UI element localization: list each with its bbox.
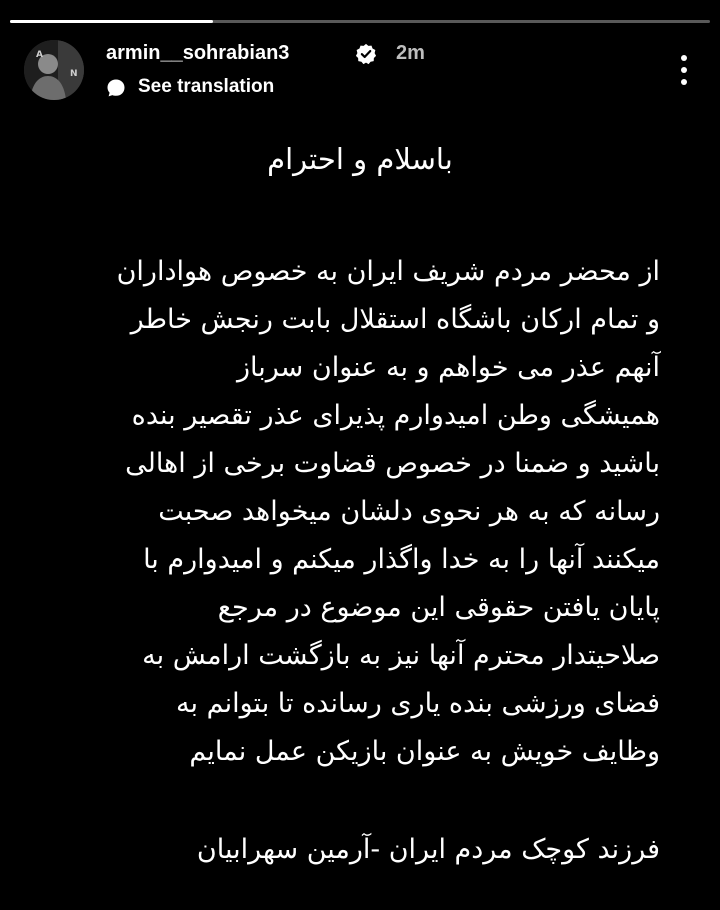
see-translation-label: See translation: [138, 76, 275, 97]
story-line: از محضر مردم شریف ایران به خصوص هواداران: [116, 256, 660, 287]
story-progress-fill: [10, 20, 213, 23]
svg-text:A: A: [36, 50, 43, 60]
story-line: وظایف خویش به عنوان بازیکن عمل نمایم: [189, 736, 660, 767]
story-line: پایان یافتن حقوقی این موضوع در مرجع: [217, 592, 660, 623]
story-line: و تمام ارکان باشگاه استقلال بابت رنجش خاطر: [130, 304, 660, 335]
signature-block: [60, 826, 660, 874]
story-body: [60, 248, 660, 776]
story-line: صلاحیتدار محترم آنها نیز به بازگشت ارامش به: [142, 640, 660, 671]
verified-badge-icon: [355, 43, 377, 65]
story-line: همیشگی وطن امیدوارم پذیرای عذر تقصیر بنده: [131, 400, 660, 431]
greeting-text: باسلام و احترام: [267, 142, 453, 176]
story-progress-bar: [10, 20, 710, 23]
speech-bubble-icon: [106, 78, 126, 98]
post-timestamp: 2m: [396, 42, 425, 64]
story-header: [24, 40, 696, 104]
story-line: میکنند آنها را به خدا واگذار میکنم و امیدوارم با: [143, 544, 660, 575]
avatar[interactable]: [24, 40, 84, 100]
more-options-icon[interactable]: [674, 52, 694, 88]
story-line: باشید و ضمنا در خصوص قضاوت برخی از اهالی: [125, 448, 660, 479]
signature-text: فرزند کوچک مردم ایران -آرمین سهرابیان: [196, 834, 660, 865]
svg-text:N: N: [70, 69, 78, 79]
story-line: رسانه که به هر نحوی دلشان میخواهد صحبت: [158, 496, 660, 527]
story-line: آنهم عذر می خواهم و به عنوان سرباز: [236, 352, 660, 383]
username[interactable]: armin__sohrabian3: [106, 42, 290, 64]
story-line: فضای ورزشی بنده یاری رسانده تا بتوانم به: [176, 688, 660, 719]
